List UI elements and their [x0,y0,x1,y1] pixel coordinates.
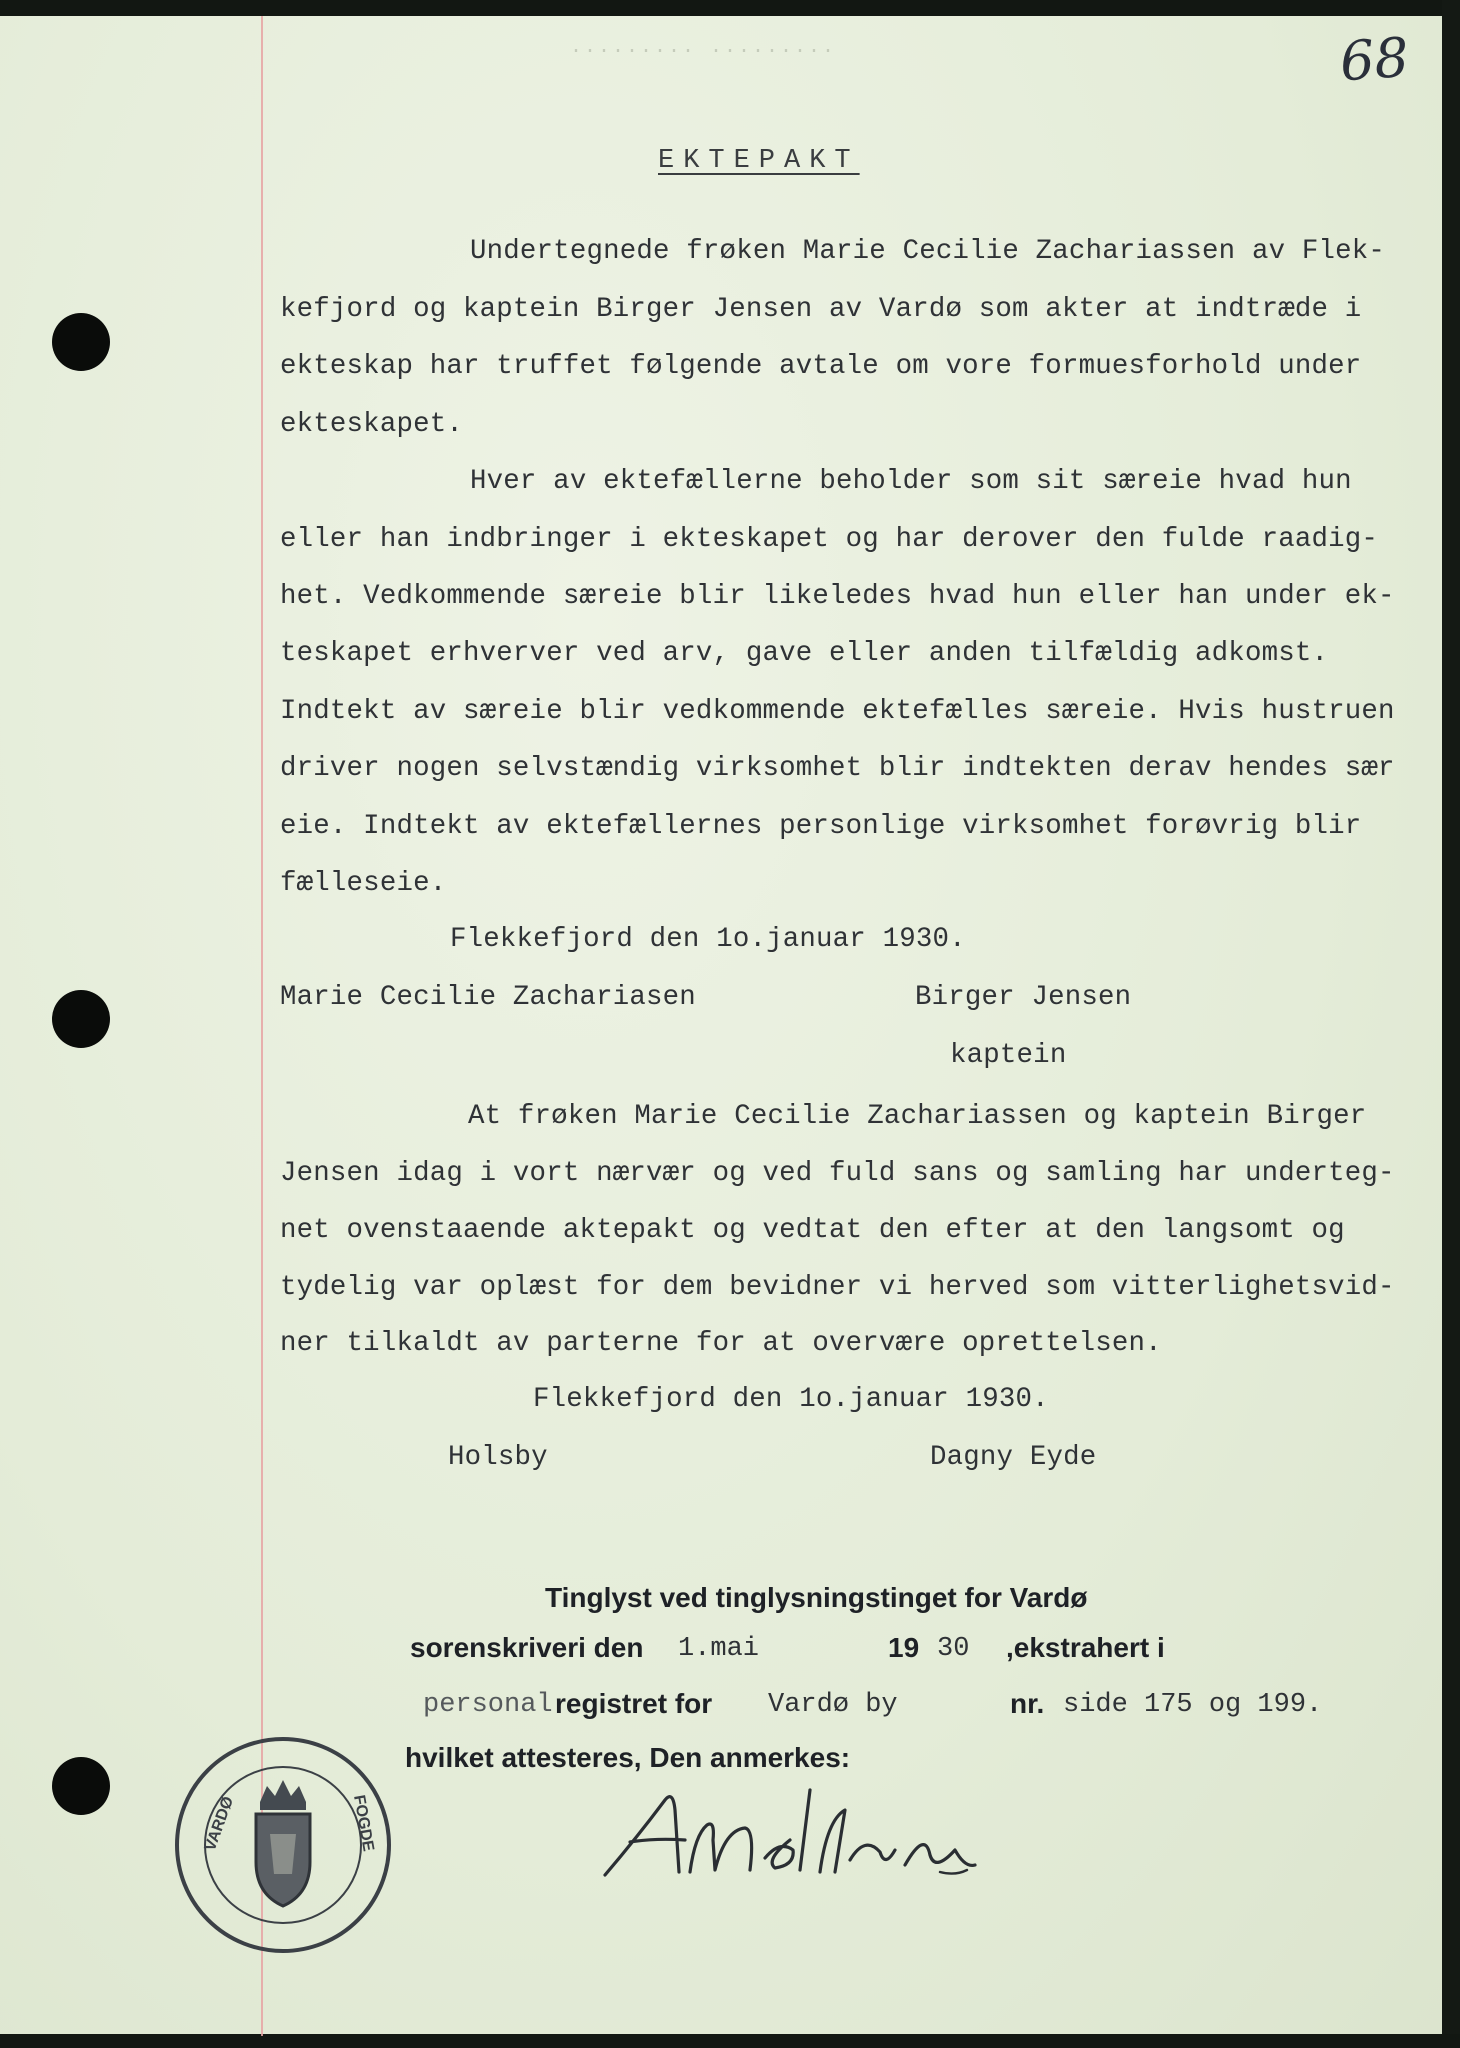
bleed-through-text: ········· ········· [570,40,837,63]
document-title: EKTEPAKT [658,146,860,176]
stamp-line: sorenskriveri den [410,1632,644,1663]
witness-name: Holsby [448,1442,548,1473]
punch-hole-bottom [52,1757,110,1815]
stamp-year: 19 [888,1632,920,1663]
text-line: teskapet erhverver ved arv, gave eller anden tilfældig adkomst. [280,638,1329,669]
crown-icon [260,1780,306,1810]
stamp-date: 1.mai [678,1634,760,1664]
signer-name: Birger Jensen [915,982,1132,1013]
stamp-line: hvilket attesteres, Den anmerkes: [405,1742,851,1773]
signer-title: kaptein [950,1040,1067,1071]
text-line: fælleseie. [280,868,447,899]
scan-edge-right [1442,0,1460,2048]
margin-line [261,16,263,2036]
seal-text-right: FOGDE [350,1793,377,1853]
text-line: ekteskapet. [280,409,464,440]
punch-hole-middle [52,990,110,1048]
stamp-line: personal [423,1690,553,1720]
seal-text-left: VARDØ [201,1794,238,1854]
date-line: Flekkefjord den 1o.januar 1930. [450,924,966,955]
date-line: Flekkefjord den 1o.januar 1930. [533,1384,1049,1415]
punch-hole-top [52,313,110,371]
coat-of-arms-icon [256,1814,310,1906]
scan-edge-top [0,0,1460,16]
text-line: Hver av ektefællerne beholder som sit særeie hvad hun [470,466,1352,497]
stamp-line: ,ekstrahert i [1006,1632,1165,1663]
text-line: Indtekt av særeie blir vedkommende ektefælles særeie. Hvis hustruen [280,696,1395,727]
stamp-line: Tinglyst ved tinglysningstinget for Vardø [545,1582,1088,1613]
text-line: At frøken Marie Cecilie Zachariassen og kaptein Birger [468,1101,1367,1132]
stamp-line: nr. [1010,1688,1045,1719]
stamp-place: Vardø by [768,1690,898,1720]
text-line: tydelig var oplæst for dem bevidner vi herved som vitterlighetsvid- [280,1272,1395,1303]
scan-edge-bottom [0,2034,1460,2048]
text-line: Undertegnede frøken Marie Cecilie Zachariassen av Flek- [470,236,1386,267]
text-line: eller han indbringer i ekteskapet og har derover den fulde raadig- [280,524,1379,555]
handwritten-signature [595,1780,995,1890]
text-line: het. Vedkommende særeie blir likeledes hvad hun eller han under ek- [280,581,1395,612]
stamp-pages: side 175 og 199. [1063,1690,1323,1720]
text-line: net ovenstaaende aktepakt og vedtat den efter at den langsomt og [280,1215,1345,1246]
text-line: ner tilkaldt av parterne for at overvære oprettelsen. [280,1328,1162,1359]
signer-name: Marie Cecilie Zachariasen [280,982,696,1013]
text-line: driver nogen selvstændig virksomhet blir indtekten derav hendes sær [280,753,1395,784]
text-line: Jensen idag i vort nærvær og ved fuld sans og samling har underteg- [280,1158,1395,1189]
stamp-year: 30 [937,1634,970,1664]
page-number: 68 [1337,25,1411,94]
text-line: ekteskap har truffet følgende avtale om vore formuesforhold under [280,351,1362,382]
official-seal [172,1734,394,1956]
text-line: eie. Indtekt av ektefællernes personlige virksomhet forøvrig blir [280,811,1362,842]
witness-name: Dagny Eyde [930,1442,1097,1473]
text-line: kefjord og kaptein Birger Jensen av Vardø som akter at indtræde i [280,294,1362,325]
stamp-line: registret for [555,1688,713,1719]
